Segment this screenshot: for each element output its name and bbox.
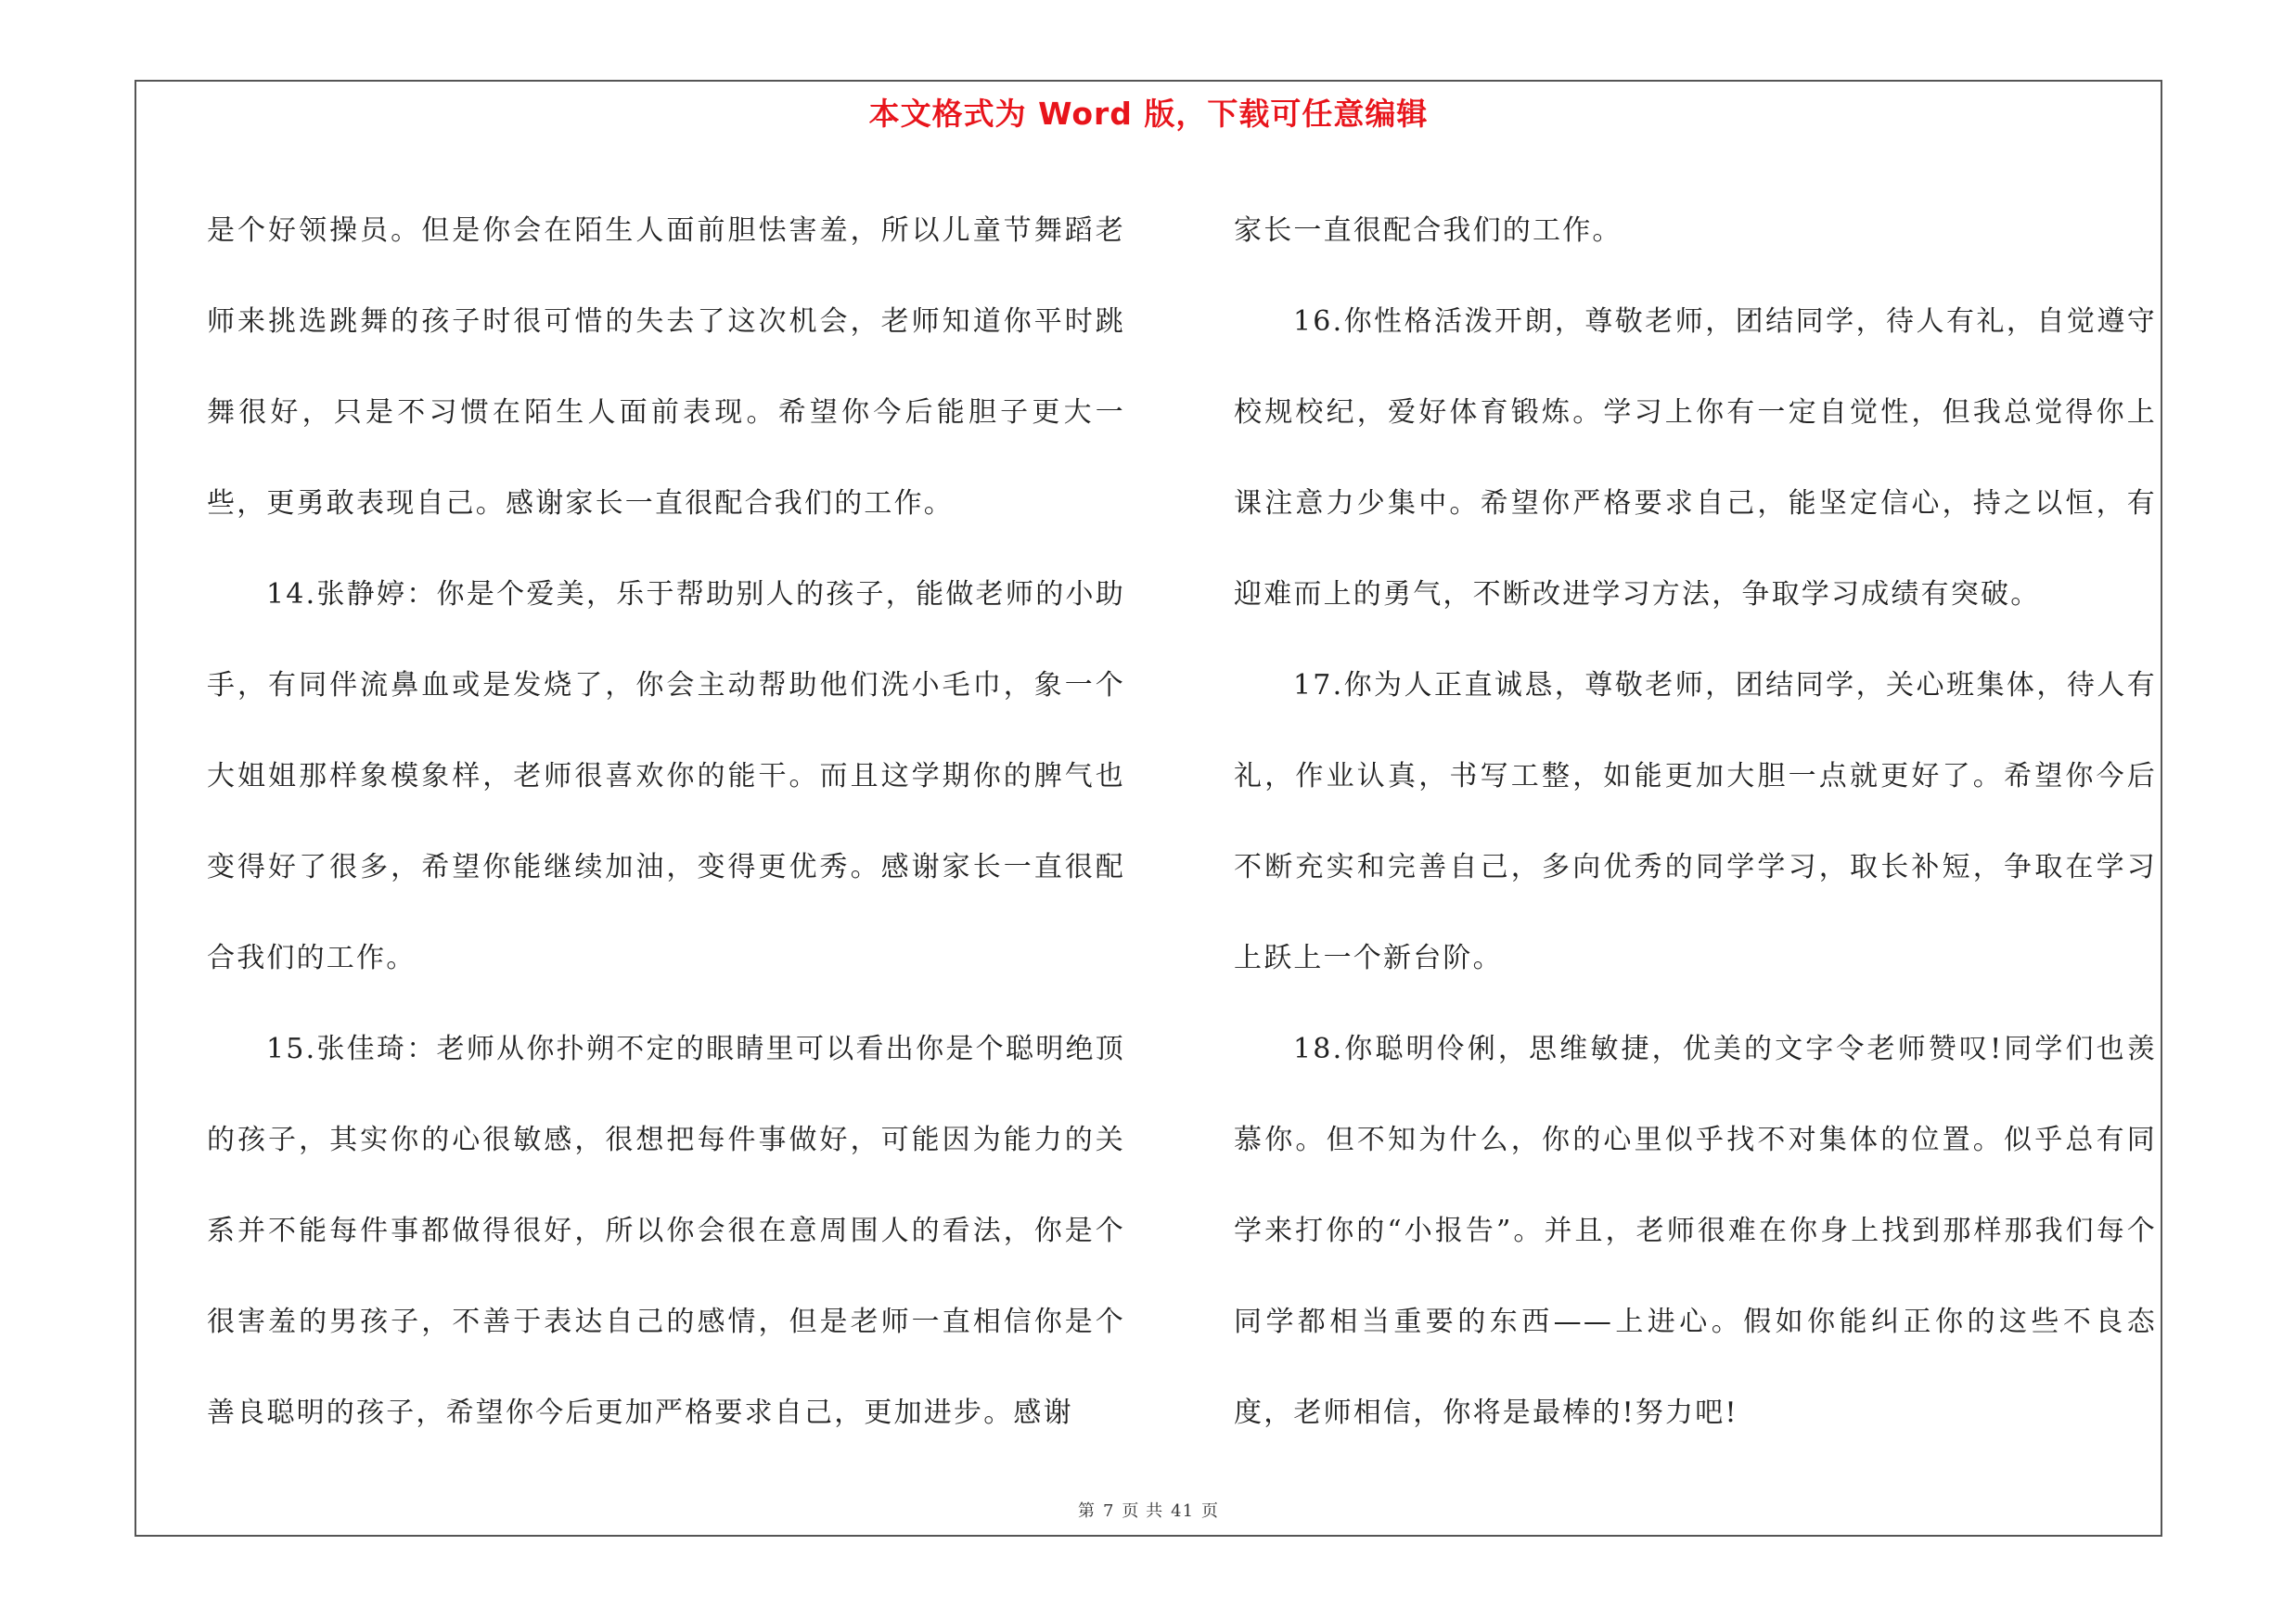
page-frame — [135, 80, 2162, 1537]
paragraph-item-15: 15.张佳琦：老师从你扑朔不定的眼睛里可以看出你是个聪明绝顶的孩子，其实你的心很敏感，很想把每件事做好，可能因为能力的关系并不能每件事都做得很好，所以你会很在意周围人的看法，你是个很害羞的男孩子，不善于表达自己的感情，但是老师一直相信你是个善良聪明的孩子，希望你今后更加严格要求自己，更加进步。感谢 — [207, 1033, 1125, 1429]
footer-middle: 页 共 — [1122, 1501, 1164, 1521]
footer-total-pages: 41 — [1171, 1501, 1195, 1521]
footer-suffix: 页 — [1201, 1501, 1220, 1521]
left-column — [207, 186, 1125, 1459]
paragraph-item-14: 14.张静婷：你是个爱美，乐于帮助别人的孩子，能做老师的小助手，有同伴流鼻血或是发烧了，你会主动帮助他们洗小毛巾，象一个大姐姐那样象模象样，老师很喜欢你的能干。而且这学期你的脾气也变得好了很多，希望你能继续加油，变得更优秀。感谢家长一直很配合我们的工作。 — [207, 578, 1125, 974]
right-column — [1234, 186, 2157, 1459]
paragraph-continuation: 是个好领操员。但是你会在陌生人面前胆怯害羞，所以儿童节舞蹈老师来挑选跳舞的孩子时很可惜的失去了这次机会，老师知道你平时跳舞很好，只是不习惯在陌生人面前表现。希望你今后能胆子更大一些，更勇敢表现自己。感谢家长一直很配合我们的工作。 — [207, 214, 1125, 520]
paragraph-continuation-right: 家长一直很配合我们的工作。 — [1234, 214, 1623, 247]
paragraph-item-18: 18.你聪明伶俐，思维敏捷，优美的文字令老师赞叹!同学们也羡慕你。但不知为什么，你的心里似乎找不对集体的位置。似乎总有同学来打你的“小报告”。并且，老师很难在你身上找到那样那我们每个同学都相当重要的东西——上进心。假如你能纠正你的这些不良态度，老师相信，你将是最棒的!努力吧! — [1234, 1033, 2157, 1429]
paragraph-item-16: 16.你性格活泼开朗，尊敬老师，团结同学，待人有礼，自觉遵守校规校纪，爱好体育锻炼。学习上你有一定自觉性，但我总觉得你上课注意力少集中。希望你严格要求自己，能坚定信心，持之以恒，有迎难而上的勇气，不断改进学习方法，争取学习成绩有突破。 — [1234, 305, 2157, 611]
paragraph-item-17: 17.你为人正直诚恳，尊敬老师，团结同学，关心班集体，待人有礼，作业认真，书写工整，如能更加大胆一点就更好了。希望你今后不断充实和完善自己，多向优秀的同学学习，取长补短，争取在学习上跃上一个新台阶。 — [1234, 669, 2157, 974]
page-footer — [136, 1498, 2161, 1522]
footer-prefix: 第 — [1077, 1501, 1096, 1521]
footer-current-page: 7 — [1102, 1501, 1115, 1521]
header-banner: 本文格式为 Word 版，下载可任意编辑 — [868, 96, 1429, 132]
